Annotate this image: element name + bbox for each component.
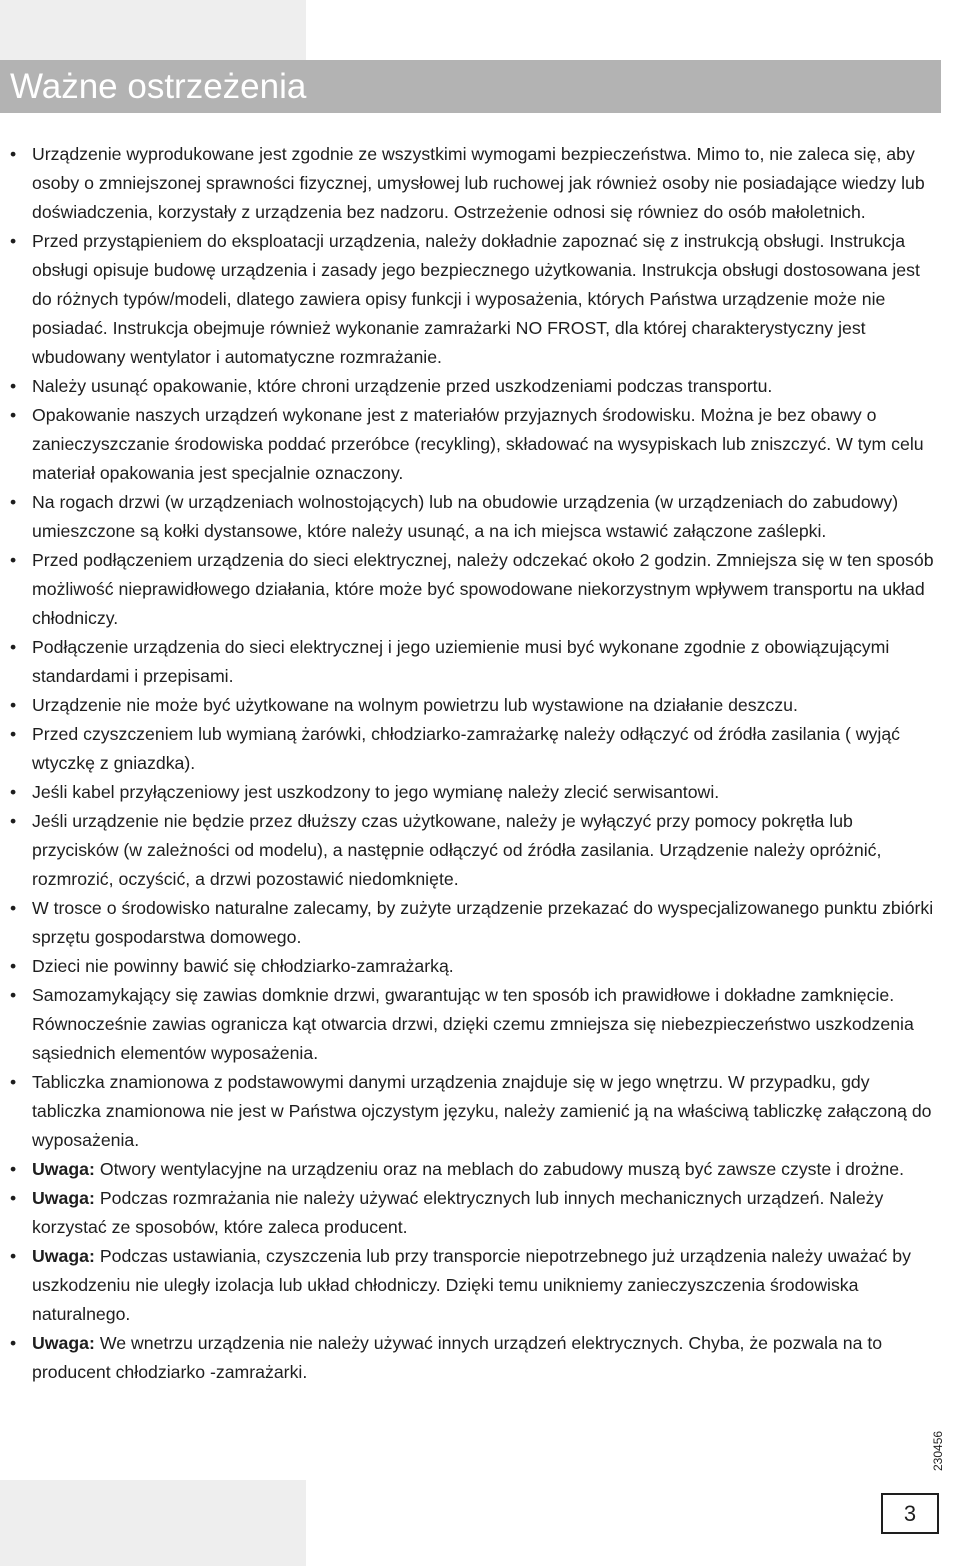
warning-item [10, 1184, 935, 1242]
bullet-marker: • [10, 1246, 17, 1266]
warning-text: Urządzenie nie może być użytkowane na wolnym powietrzu lub wystawione na działanie deszczu. [32, 695, 798, 715]
bullet-marker: • [10, 144, 17, 164]
warning-item [10, 140, 935, 227]
bullet-marker: • [10, 231, 17, 251]
warning-item [10, 894, 935, 952]
warning-text: Przed czyszczeniem lub wymianą żarówki, chłodziarko-zamrażarkę należy odłączyć od źródła zasilania ( wyjąć wtyczkę z gniazdka). [32, 724, 901, 773]
bullet-marker: • [10, 492, 17, 512]
warning-text: Podłączenie urządzenia do sieci elektrycznej i jego uziemienie musi być wykonane zgodnie z obowiązującymi standardami i przepisami. [32, 637, 890, 686]
warnings-list [10, 140, 935, 1387]
warning-text: Dzieci nie powinny bawić się chłodziarko-zamrażarką. [32, 956, 454, 976]
page-number: 3 [881, 1493, 939, 1534]
warning-item [10, 372, 935, 401]
bullet-marker: • [10, 1333, 17, 1353]
warning-text: Podczas ustawiania, czyszczenia lub przy transporcie niepotrzebnego już urządzenia należy uważać by uszkodzeniu nie uległy izolacja lub układ chłodniczy. Dzięki temu unikniemy zanieczyszczenia środowiska naturalnego. [32, 1246, 911, 1324]
warning-text: Należy usunąć opakowanie, które chroni urządzenie przed uszkodzeniami podczas transportu. [32, 376, 773, 396]
warning-text: Podczas rozmrażania nie należy używać elektrycznych lub innych mechanicznych urządzeń. Należy korzystać ze sposobów, które zaleca producent. [32, 1188, 884, 1237]
warning-text: Na rogach drzwi (w urządzeniach wolnostojących) lub na obudowie urządzenia (w urządzeniach do zabudowy) umieszczone są kołki dystansowe, które należy usunąć, a na ich miejsca wstawić załączone zaślepki. [32, 492, 899, 541]
bullet-marker: • [10, 985, 17, 1005]
warning-text: Opakowanie naszych urządzeń wykonane jest z materiałów przyjaznych środowisku. Można je bez obawy o zanieczyszczanie środowiska poddać przeróbce (recykling), składować na wysypiskach lub zniszczyć. W tym celu materiał opakowania jest specjalnie oznaczony. [32, 405, 924, 483]
section-title-bar [0, 60, 941, 113]
warning-text: Urządzenie wyprodukowane jest zgodnie ze wszystkimi wymogami bezpieczeństwa. Mimo to, nie zaleca się, aby osoby o zmniejszonej sprawności fizycznej, umysłowej lub ruchowej jak również osoby nie posiadające wiedzy lub doświadczenia, korzystały z urządzenia bez nadzoru. Ostrzeżenie odnosi się równiez do osób małoletnich. [32, 144, 925, 222]
note-label: Uwaga: [32, 1159, 95, 1179]
warning-item [10, 633, 935, 691]
bullet-marker: • [10, 811, 17, 831]
warning-item [10, 807, 935, 894]
warning-item [10, 1068, 935, 1155]
note-label: Uwaga: [32, 1246, 95, 1266]
warning-item [10, 952, 935, 981]
warning-item [10, 1329, 935, 1387]
bullet-marker: • [10, 1188, 17, 1208]
bullet-marker: • [10, 550, 17, 570]
bullet-marker: • [10, 695, 17, 715]
warning-text: Jeśli kabel przyłączeniowy jest uszkodzony to jego wymianę należy zlecić serwisantowi. [32, 782, 720, 802]
note-label: Uwaga: [32, 1333, 95, 1353]
warning-item [10, 1242, 935, 1329]
bullet-marker: • [10, 1072, 17, 1092]
warning-item [10, 546, 935, 633]
warning-item [10, 691, 935, 720]
bullet-marker: • [10, 782, 17, 802]
warning-text: Otwory wentylacyjne na urządzeniu oraz na meblach do zabudowy muszą być zawsze czyste i drożne. [99, 1159, 905, 1179]
warning-text: Przed podłączeniem urządzenia do sieci elektrycznej, należy odczekać około 2 godzin. Zmniejsza się w ten sposób możliwość nieprawidłowego działania, które może być spowodowane niekorzystnym wpływem transportu na układ chłodniczy. [32, 550, 934, 628]
warning-item [10, 981, 935, 1068]
bullet-marker: • [10, 405, 17, 425]
warning-item [10, 401, 935, 488]
warning-item [10, 227, 935, 372]
bullet-marker: • [10, 1159, 17, 1179]
warning-item [10, 488, 935, 546]
page-title: Ważne ostrzeżenia [10, 67, 307, 106]
warning-text: We wnetrzu urządzenia nie należy używać innych urządzeń elektrycznych. Chyba, że pozwala na to producent chłodziarko -zamrażarki. [32, 1333, 883, 1382]
bullet-marker: • [10, 376, 17, 396]
warning-text: Przed przystąpieniem do eksploatacji urządzenia, należy dokładnie zapoznać się z instrukcją obsługi. Instrukcja obsługi opisuje budowę urządzenia i zasady jego bezpiecznego użytkowania. Instrukcja obsługi dostosowana jest do różnych typów/modeli, dlatego zawiera opisy funkcji i wyposażenia, których Państwa urządzenie może nie posiadać. Instrukcja obejmuje również wykonanie zamrażarki NO FROST, dla której charakterystyczny jest wbudowany wentylator i automatyczne rozmrażanie. [32, 231, 920, 367]
bullet-marker: • [10, 898, 17, 918]
warning-item [10, 720, 935, 778]
warning-item [10, 1155, 935, 1184]
warning-text: Tabliczka znamionowa z podstawowymi danymi urządzenia znajduje się w jego wnętrzu. W przypadku, gdy tabliczka znamionowa nie jest w Państwa ojczystym języku, należy zamienić ją na właściwą tabliczkę załączoną do wyposażenia. [32, 1072, 932, 1150]
bullet-marker: • [10, 637, 17, 657]
warning-text: Jeśli urządzenie nie będzie przez dłuższy czas użytkowane, należy je wyłączyć przy pomocy pokrętła lub przycisków (w zależności od modelu), a następnie odłączyć od źródła zasilania. Urządzenie należy opróżnić, rozmrozić, oczyścić, a drzwi pozostawić niedomknięte. [32, 811, 882, 889]
note-label: Uwaga: [32, 1188, 95, 1208]
warning-item [10, 778, 935, 807]
bullet-marker: • [10, 956, 17, 976]
bullet-marker: • [10, 724, 17, 744]
document-code: 230456 [931, 1430, 945, 1471]
warning-text: W trosce o środowisko naturalne zalecamy, by zużyte urządzenie przekazać do wyspecjalizowanego punktu zbiórki sprzętu gospodarstwa domowego. [32, 898, 934, 947]
warning-text: Samozamykający się zawias domknie drzwi, gwarantując w ten sposób ich prawidłowe i dokładne zamknięcie. Równocześnie zawias ogranicza kąt otwarcia drzwi, dzięki czemu zmniejsza się niebezpieczeństwo uszkodzenia sąsiednich elementów wyposażenia. [32, 985, 914, 1063]
